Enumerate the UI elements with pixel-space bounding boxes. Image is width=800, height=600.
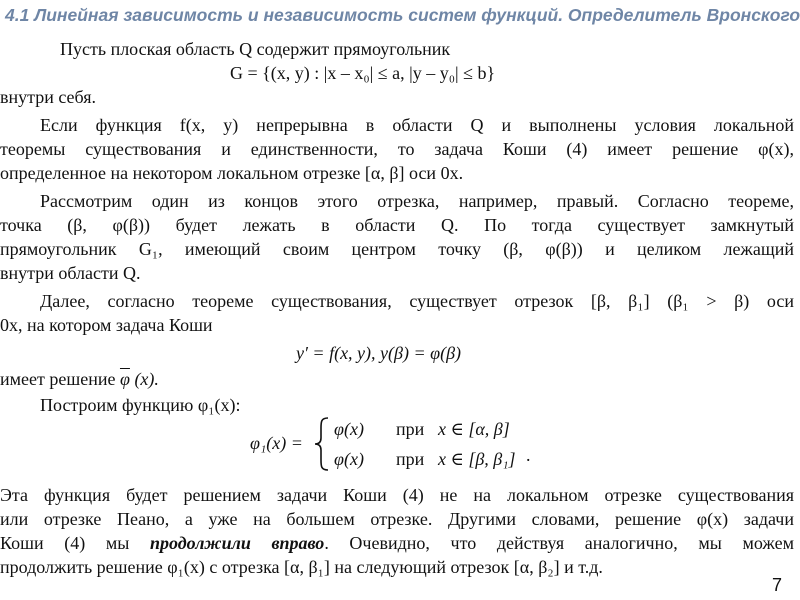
text-line-1: Пусть плоская область Q содержит прямоугольник — [60, 39, 451, 59]
page-number: 7 — [771, 575, 782, 595]
text-line-9: прямоугольник G₁, имеющий своим центром точку (β, φ(β)) и целиком лежащий — [0, 239, 794, 259]
text-line-18-end: . Очевидно, что действуя аналогично, мы можем — [324, 533, 794, 553]
curly-brace-icon — [312, 416, 332, 472]
piecewise-case-1-cond: x ∈ [α, β] — [438, 419, 510, 439]
text-line-12: 0x, на котором задача Коши — [0, 315, 213, 335]
text-line-14-end: (x). — [129, 369, 159, 389]
formula-rectangle: G = {(x, y) : |x – x₀| ≤ a, |y – y₀| ≤ b} — [230, 63, 496, 83]
text-line-3: внутри себя. — [0, 87, 97, 107]
piecewise-lhs: φ₁(x) = — [250, 433, 303, 453]
piecewise-case-2-expr: φ(x) — [334, 449, 364, 469]
piecewise-case-1-word: при — [396, 419, 425, 439]
formula-cauchy-problem: y′ = f(x, y), y(β) = φ(β) — [296, 343, 462, 363]
piecewise-end-dot: . — [526, 445, 531, 465]
phi-bar-symbol: $\overline{\varphi}$ — [119, 369, 130, 389]
text-line-16: Эта функция будет решением задачи Коши (4) не на локальном отрезке существования — [0, 485, 794, 505]
piecewise-case-2-cond: x ∈ [β, β₁] — [438, 449, 516, 469]
text-line-19: продолжить решение φ₁(x) с отрезка [α, β₁] на следующий отрезок [α, β₂] и т.д. — [0, 557, 603, 577]
text-line-8: точка (β, φ(β)) будет лежать в области Q. По тогда существует замкнутый — [0, 215, 794, 235]
text-line-17: или отрезке Пеано, а уже на большем отрезке. Другими словами, решение φ(x) задачи — [0, 509, 794, 529]
text-line-10: внутри области Q. — [0, 263, 141, 283]
text-line-5: теоремы существования и единственности, то задача Коши (4) имеет решение φ(x), — [0, 139, 794, 159]
piecewise-case-1-expr: φ(x) — [334, 419, 364, 439]
text-line-18 — [0, 532, 794, 554]
text-line-14 — [0, 368, 159, 390]
text-line-14-start: имеет решение — [0, 369, 120, 389]
text-line-18-start: Коши (4) мы — [0, 533, 150, 553]
text-line-6: определенное на некотором локальном отрезке [α, β] оси 0x. — [0, 163, 464, 183]
emphasis-continued-right: продолжили вправо — [149, 533, 325, 553]
text-line-15: Построим функцию φ₁(x): — [40, 395, 241, 415]
piecewise-case-2-word: при — [396, 449, 425, 469]
slide-title: 4.1 Линейная зависимость и независимость систем функций. Определитель Вронского — [5, 5, 800, 25]
text-line-11: Далее, согласно теореме существования, существует отрезок [β, β₁] (β₁ > β) оси — [40, 291, 794, 311]
text-line-7: Рассмотрим один из концов этого отрезка, например, правый. Согласно теореме, — [40, 191, 794, 211]
text-line-4: Если функция f(x, y) непрерывна в области Q и выполнены условия локальной — [40, 115, 794, 135]
